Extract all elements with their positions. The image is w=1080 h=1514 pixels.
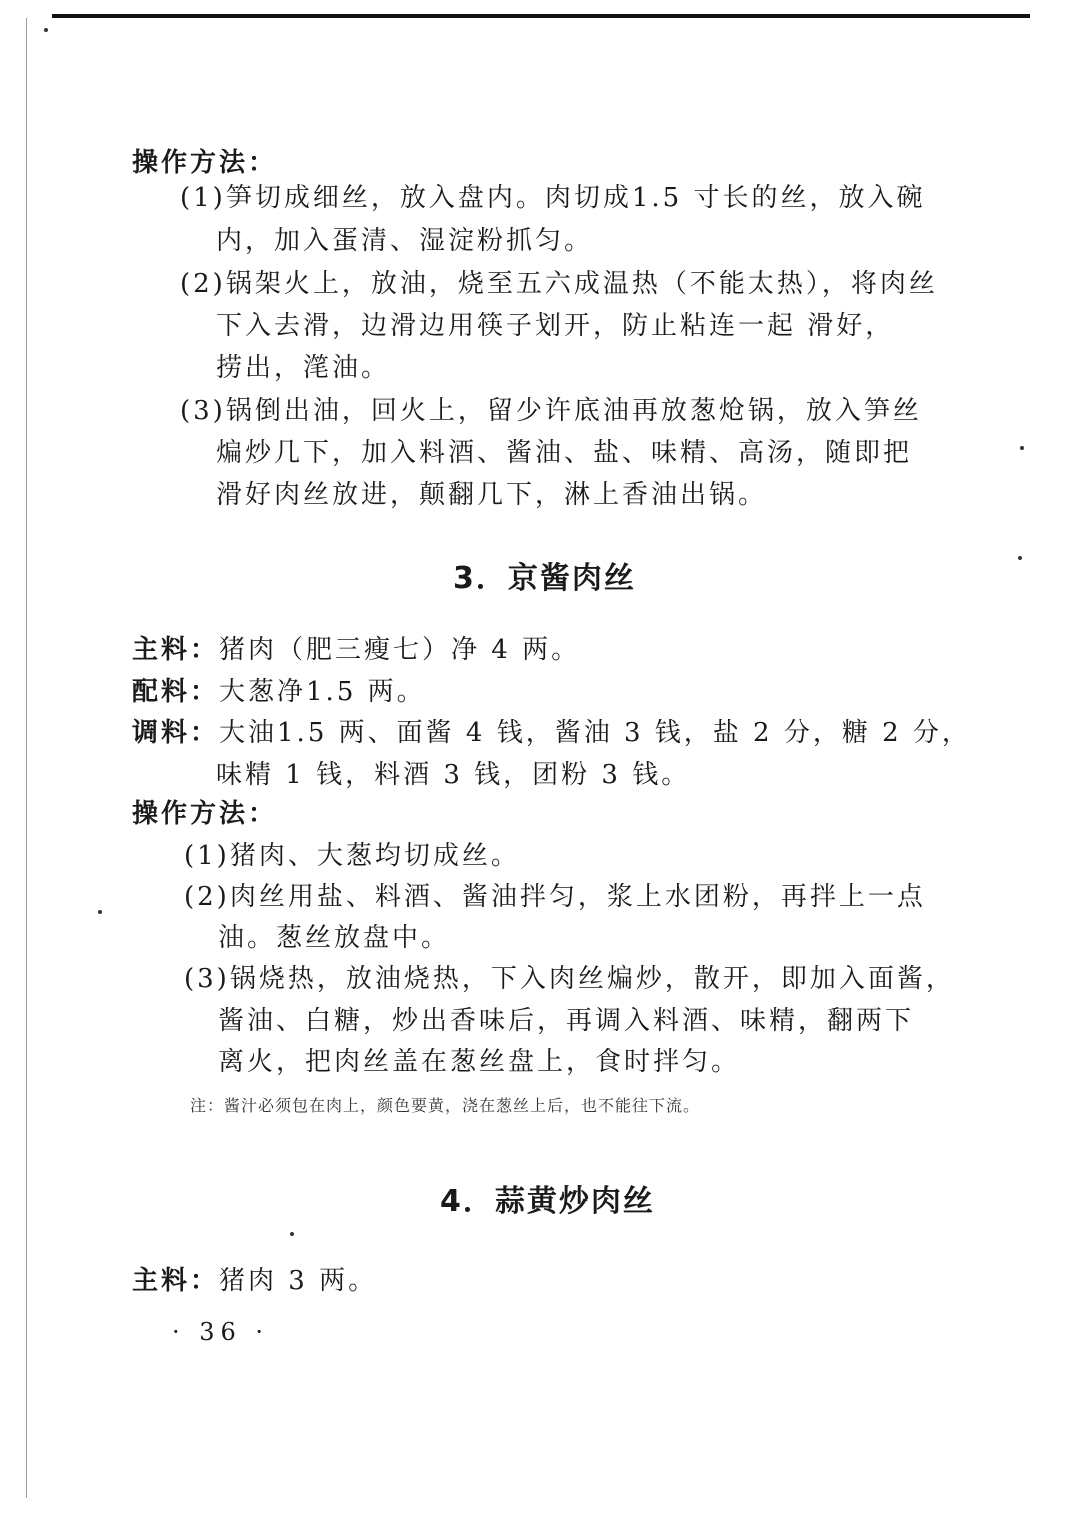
main-ingredient-label: 主料： [132, 1266, 220, 1296]
scan-speck [1018, 556, 1022, 560]
recipe-title: 3．京酱肉丝 [453, 561, 636, 596]
step-line: 离火，把肉丝盖在葱丝盘上，食时拌匀。 [218, 1047, 741, 1077]
seasoning-label: 调料： [132, 718, 220, 748]
scan-speck [1020, 446, 1024, 450]
main-ingredient-value: 猪肉 3 两。 [219, 1266, 378, 1296]
page-number: · 36 · [172, 1318, 270, 1346]
side-ingredient [132, 675, 426, 709]
step-line: (1)笋切成细丝，放入盘内。肉切成1.5 寸长的丝，放入碗 [180, 183, 926, 213]
seasoning [132, 716, 971, 750]
main-ingredient [132, 633, 580, 667]
main-ingredient-label: 主料： [132, 635, 220, 665]
step-line: 滑好肉丝放进，颠翻几下，淋上香油出锅。 [216, 480, 768, 510]
step-line: 捞出，滗油。 [216, 353, 391, 383]
step-line: (2)肉丝用盐、料酒、酱油拌匀，浆上水团粉，再拌上一点 [184, 882, 926, 912]
side-ingredient-value: 大葱净1.5 两。 [219, 677, 426, 707]
step-line: 下入去滑，边滑边用筷子划开，防止粘连一起 滑好， [216, 311, 895, 341]
top-rule [52, 14, 1030, 18]
step-line: (2)锅架火上，放油，烧至五六成温热（不能太热），将肉丝 [180, 269, 938, 299]
main-ingredient [132, 1264, 377, 1298]
seasoning-value: 大油1.5 两、面酱 4 钱，酱油 3 钱，盐 2 分，糖 2 分， [219, 718, 971, 748]
side-ingredient-label: 配料： [132, 677, 220, 707]
recipe-title: 4．蒜黄炒肉丝 [440, 1184, 655, 1219]
step-line: 煸炒几下，加入料酒、酱油、盐、味精、高汤，随即把 [216, 438, 913, 468]
step-line: 酱油、白糖，炒出香味后，再调入料酒、味精，翻两下 [218, 1006, 915, 1036]
method-label: 操作方法： [132, 799, 278, 829]
page-edge-line [26, 18, 27, 1498]
step-line: 油。葱丝放盘中。 [218, 923, 451, 953]
scan-speck [98, 910, 102, 914]
step-line: (3)锅烧热，放油烧热，下入肉丝煸炒，散开，即加入面酱， [184, 964, 955, 994]
scan-speck [290, 1232, 294, 1236]
step-line: (3)锅倒出油，回火上，留少许底油再放葱炝锅，放入笋丝 [180, 396, 922, 426]
main-ingredient-value: 猪肉（肥三瘦七）净 4 两。 [219, 635, 581, 665]
seasoning-continued: 味精 1 钱，料酒 3 钱，团粉 3 钱。 [216, 760, 691, 790]
step-line: (1)猪肉、大葱均切成丝。 [184, 841, 520, 871]
step-line: 内，加入蛋清、湿淀粉抓匀。 [216, 226, 594, 256]
method-label: 操作方法： [132, 148, 278, 178]
recipe-note: 注：酱汁必须包在肉上，颜色要黄，浇在葱丝上后，也不能往下流。 [190, 1096, 701, 1115]
scan-speck [44, 28, 48, 32]
